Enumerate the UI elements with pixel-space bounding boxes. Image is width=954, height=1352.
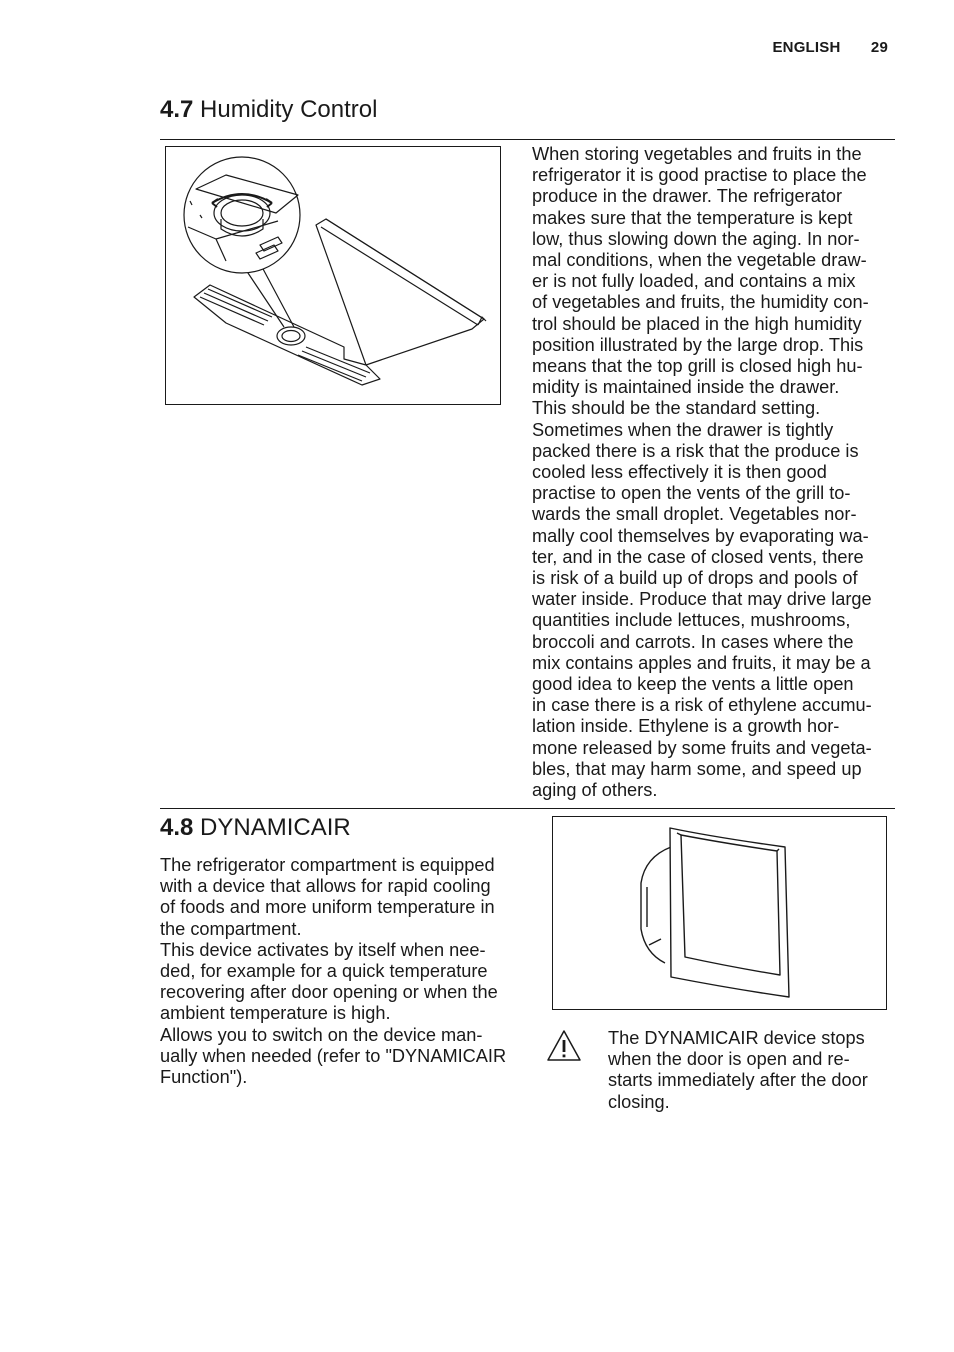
- section-number: 4.8: [160, 814, 194, 841]
- page-header: [772, 39, 888, 56]
- section-divider: [160, 139, 895, 140]
- page-number: 29: [870, 39, 888, 56]
- section-title-text: Humidity Control: [200, 96, 378, 123]
- section-title-text: DYNAMICAIR: [200, 814, 351, 841]
- dynamicair-figure: [552, 816, 887, 1010]
- humidity-control-figure: [165, 146, 501, 405]
- section-4-7-title: [160, 98, 377, 122]
- section-divider: [160, 808, 895, 809]
- section-4-8-title: [160, 816, 351, 840]
- dynamicair-fan-illustration: [553, 817, 888, 1011]
- vegetable-drawer-illustration: [166, 147, 502, 406]
- dynamicair-warning-text: The DYNAMICAIR device stops when the door is open and re- starts immediately after the door closing.: [608, 1028, 868, 1112]
- dynamicair-text: The refrigerator compartment is equipped with a device that allows for rapid cooling of foods and more uniform temperature in the compartment. This device activates by itself when nee- ded, for example for a quick temperature recovering after door opening or when the ambient temperature is high. Allows you to switch on the device man- ually when needed (refer to "DYNAMICAIR Function").: [160, 855, 507, 1088]
- humidity-control-text: When storing vegetables and fruits in the refrigerator it is good practise to place the produce in the drawer. The refrigerator makes sure that the temperature is kept low, thus slowing down the aging. In nor- mal conditions, when the vegetable draw- er is not fully loaded, and contains a mix of vegetables and fruits, the humidity con- trol should be placed in the high humidity position illustrated by the large drop. This means that the top grill is closed high hu- midity is maintained inside the drawer. This should be the standard setting. Sometimes when the drawer is tightly packed there is a risk that the produce is cooled less effectively it is then good practise to open the vents of the grill to- wards the small droplet. Vegetables nor- mally cool themselves by evaporating wa- ter, and in the case of closed vents, there is risk of a build up of drops and pools of water inside. Produce that may drive large quantities include lettuces, mushrooms, broccoli and carrots. In cases where the mix contains apples and fruits, it may be a good idea to keep the vents a little open in case there is a risk of ethylene accumu- lation inside. Ethylene is a growth hor- mone released by some fruits and vegeta- bles, that may harm some, and speed up aging of others.: [532, 144, 872, 801]
- language-label: ENGLISH: [772, 39, 841, 56]
- section-number: 4.7: [160, 96, 194, 123]
- warning-triangle-icon: [546, 1028, 582, 1064]
